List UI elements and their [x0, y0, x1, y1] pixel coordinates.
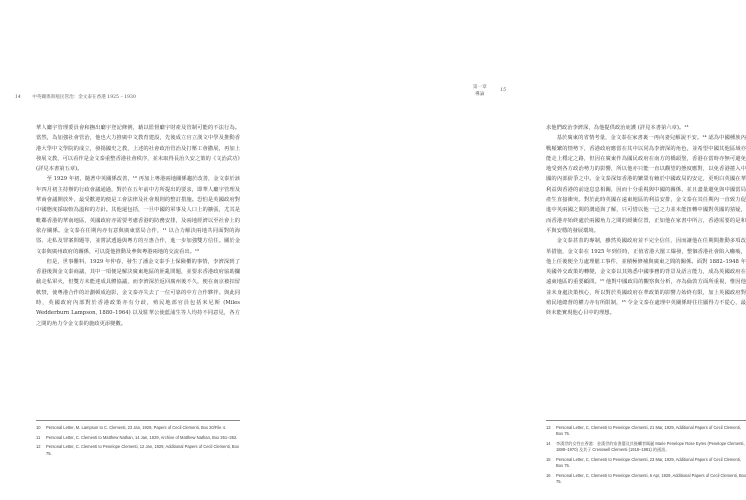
footnote-divider [546, 420, 746, 421]
body-text [36, 123, 240, 329]
footnote [546, 425, 746, 438]
footnote-number: 12 [36, 444, 41, 450]
body-text [546, 123, 746, 319]
running-head [15, 94, 136, 100]
footnote-number: 13 [546, 425, 551, 430]
paragraph: 但是，世事難料，1929 年仲春，發生了潘金文泰手上保險櫃的事情，李濟深到了香港後與金文泰商議，其中一項便是解決廣東地區的匪亂問題，並要求香港政府協助攔截走私軍火，但雙方未能達成具體協議，而李濟深於返回廣州後不久，便在南京被扣留軟禁，使粵港合作的計劃頓成泡影，金文泰亦失去了一位可靠的中方合作夥伴。與此同時，英國政府內部對於香港政策亦有分歧，殖民地部官員包括米尼斯 (Miles Wedderburn Lampson, 1880–1964) 以及駐華公使藍浦生等人均持不同意見，各方之間的角力令金文泰的施政更添變數。 [36, 258, 240, 327]
running-head [473, 84, 506, 98]
chapter-heading [473, 84, 487, 98]
footnotes [546, 425, 746, 489]
footnote-divider [36, 420, 240, 421]
chapter-title: 導論 [475, 92, 485, 97]
footnote [36, 435, 240, 441]
footnote [546, 473, 746, 486]
footnote-text: Personal Letter, C. Clementi to Penelope Clementi, 21 Mar, 1929, Additional Papers of Cecil Clementi, Box 75. [556, 425, 741, 437]
footnote-number: 11 [36, 434, 41, 440]
footnote [546, 457, 746, 470]
footnote-number: 14 [546, 441, 551, 446]
running-head-title: 中英關係與殖民管治：金文泰在香港 1925 – 1930 [32, 95, 136, 100]
footnote-number: 10 [36, 425, 41, 430]
paragraph: 華人廳宇管理委員會和撫出廳宇登記條例，藉以監督廳宇財產及管制可能的不法行為。當然，為加強社會管治，他也大力推廣中文教育建設，先後成立官立漢文中學及推動香港大學中文學院的成立，發揚國史之教，上述的社會政治管治及打壓工會撒展，再加上發展文教，可以看作是金文泰重整香港社會秩序，並未取得長治久安之策的《文治武功》(詳見本書第五章)。 [36, 125, 240, 173]
footnotes [36, 425, 240, 460]
footnote-number: 15 [546, 457, 551, 462]
page-number: 15 [500, 88, 506, 93]
footnote-text: Personal Letter, C. Clementi to Penelope Clementi, 23 Mar, 1929, Additional Papers of Cecil Clementi, Box 75. [556, 457, 741, 469]
paragraph: 求他們政治李濟深，為他提供政治庇護 (詳見本書第六章)。¹³ [546, 125, 689, 131]
footnote-text: Personal Letter, C. Clementi to Penelope Clementi, 6 Apr, 1929, Additional Papers of Cecil Clementi, Box 75. [556, 473, 746, 485]
footnote [546, 441, 746, 454]
chapter-label: 第一章 [472, 85, 487, 90]
footnote [36, 444, 240, 457]
footnote [36, 425, 240, 431]
footnote-text: Personal Letter, M. Lampson to C. Clementi, 23 Jan, 1929, Papers of Cecil Clementi, Box 20/File 4. [46, 425, 226, 430]
footnote-text: Personal Letter, C. Clementi to Penelope Clementi, 12 Jan, 1929, Additional Papers of Cecil Clementi, Box 75. [46, 444, 239, 456]
footnote-text: 李漢世的女性在香港：金漢世的家書選及其後繼者瑪麗 Marie Penelope Rose Eyres (Penelope Clementi, 1888–1970) 及其子 Cresswell Clementi (1918–1981) 的通訊。 [556, 441, 745, 453]
paragraph: 基於廣東的省情考量，金文泰在家書裏一再向妻兒解說不安。¹⁴ 認為中國種族內戰頻繁的情勢下，香港政府應當在其中以同為李濟深的角色，並希望中國其他區域亦能走上穩定之路，但因在廣東作為國民政府在南方的橋頭堡，香港在當時亦無可避免地受到各方政治勢力的影響，所以他亦只能一直以觀望的態度應對，以免香港捲入中國的內部紛爭之中。金文泰深知香港的繁榮有賴於中國政局的安定，更明白英國在華利益與香港的前途息息相關，因而十分重視與中國的關係，並且盡量避免與中國當局產生直接衝突。對於此時英國在遠東地區的利益安排，金文泰在其任期內一直致力促進中英兩國之間的溝通與了解，只可惜以他一己之力並未能扭轉中國對英國的猜疑，而香港亦始終處於兩國角力之間的緩衝位置，正如他在家書中所言，香港需要的是和平與安穩的發展環境。 [546, 135, 746, 234]
page-number: 14 [15, 95, 21, 100]
right-page [260, 0, 746, 500]
footnote-number: 16 [546, 473, 551, 478]
left-page [0, 0, 260, 500]
paragraph: 至 1929 年初，隨著中英關係改善，¹⁰ 再加上粵港兩地關係趨於改善，金文泰於該年四月初主持辦的行政會議通過，對於在五年前中方所提出的要求，即華人廳宇管理及華商會議開放外，最受歡迎的便是工會法律及社會規則的整訂措施。恐怕是英國政府對中國態度採取較為溫和的方針。其他還包括，一旦中國的軍事及人口上的擴張，尤其是毗鄰香港的華南地區，英國政府亦需要考慮香港的防務安排，及兩地經濟以至社會上的依存關係。金文泰在任期內亦有意與廣東當局合作，¹¹ 以合力解決兩地共同面對的海盜、走私及罪案問題等，並嘗試透過與粵方的互惠合作，進一步加強雙方信任。關於金文泰與廣州政府的關係，可以從他推動及參與粵港兩地的交流看出。¹² [36, 176, 240, 255]
footnote-text: Personal Letter, C. Clementi to Matthew Nathan, 14 Jan, 1929, Archive of Matthew Nathan, Box 351–352. [46, 434, 238, 440]
paragraph: 金文泰甚表的專制，雖然英國政府並不完全信任，因而讓他在任期間推動多項改革措施，金文泰在 1925 年到任時，正值省港大罷工爆發，整個香港社會陷入癱瘓，他上任後便全力處理罷工事件，並積極修補與廣東之間的關係。面對 1882–1948 年英國外交政策的轉變，金文泰以其熟悉中國事務的背景及語言能力，成為英國政府在遠東地區的重要顧問。¹⁵ 他對中國政局的觀察與分析，亦為倫敦方面所重視，惟因他並未身處決策核心，所以對於英國政府在華政策的影響力始終有限，加上英國政府對殖民地總督的權力亦有所限制，¹⁶ 令金文泰在處理中英關係時往往顯得力不從心，最終未能實現他心目中的理想。 [546, 238, 746, 317]
